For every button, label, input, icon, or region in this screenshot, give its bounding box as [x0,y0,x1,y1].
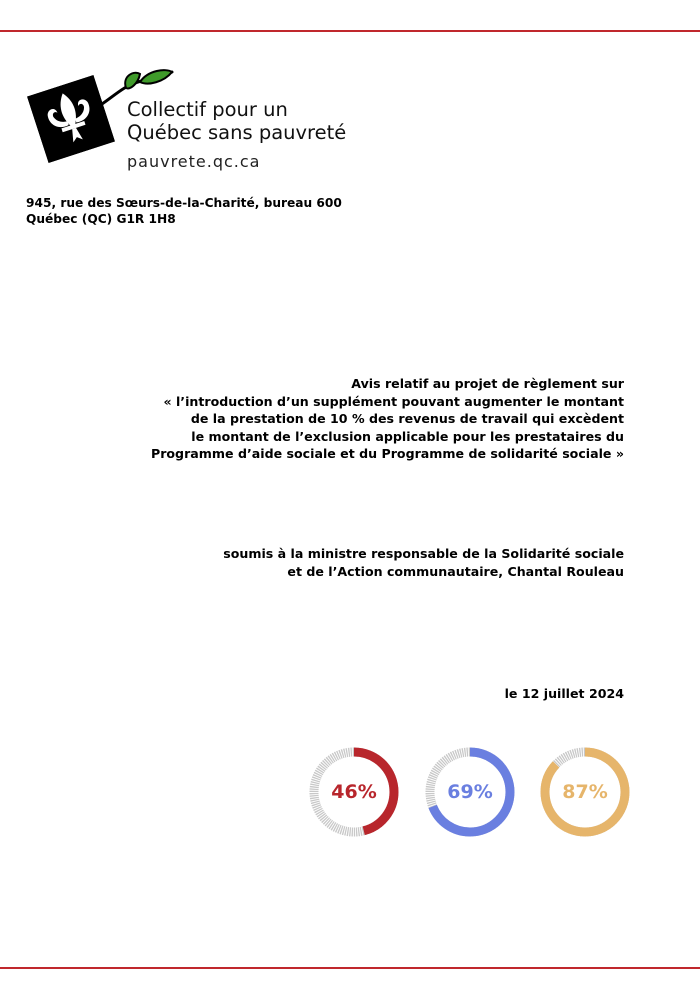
address-line-2: Québec (QC) G1R 1H8 [26,212,176,226]
bottom-rule [0,967,700,969]
organization-address [26,195,342,227]
notice-line-2: « l’introduction d’un supplément pouvant augmenter le montant [163,393,624,409]
address-line-1: 945, rue des Sœurs-de-la-Charité, bureau 600 [26,196,342,210]
progress-donut-1 [308,746,400,838]
notice-line-5: Programme d’aide sociale et du Programme de solidarité sociale » [150,446,624,461]
organization-name-line-2: Québec sans pauvreté [127,121,347,144]
organization-name-line-1: Collectif pour un [127,98,288,121]
notice-line-1: Avis relatif au projet de règlement sur [351,376,624,391]
donut-label-1: 46% [331,781,377,803]
submitted-line-2: et de l’Action communautaire, Chantal Rouleau [287,563,624,579]
donut-label-3: 87% [562,781,608,803]
progress-indicators [308,746,638,846]
submission-recipient [223,545,624,580]
notice-line-3: de la prestation de 10 % des revenus de travail qui excèdent [190,411,624,426]
organization-name [127,98,346,144]
submitted-line-1: soumis à la ministre responsable de la Solidarité sociale [223,546,624,561]
document-title [151,375,624,463]
progress-donut-2 [424,746,516,838]
progress-donut-3 [539,746,631,838]
organization-logo [26,68,366,183]
document-date: le 12 juillet 2024 [504,686,624,701]
organization-website: pauvrete.qc.ca [127,152,261,171]
top-rule [0,30,700,32]
notice-line-4: le montant de l’exclusion applicable pour les prestataires du [191,428,624,444]
donut-label-2: 69% [447,781,493,803]
